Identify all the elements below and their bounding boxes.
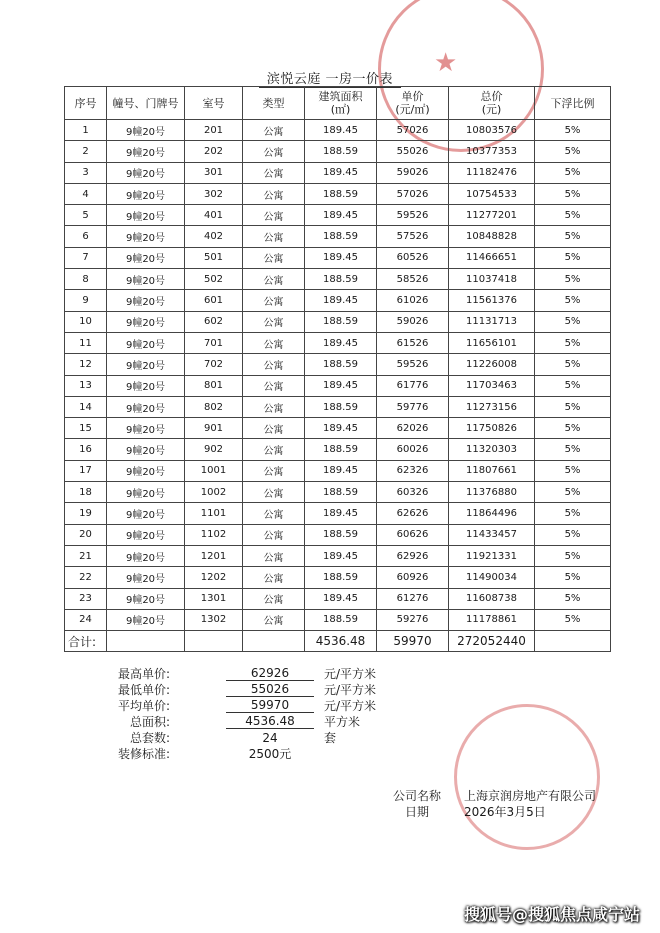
summary-row: [98, 698, 376, 714]
row-index-cell: 21: [65, 545, 107, 566]
floor-area-cell: 188.59: [305, 311, 377, 332]
table-row: [65, 226, 611, 247]
summary-unit: 元/平方米: [324, 699, 377, 713]
building-unit-cell: 9幢20号: [107, 460, 185, 481]
seal-star-icon: ★: [434, 48, 458, 78]
room-number-cell: 201: [185, 120, 243, 141]
table-row: [65, 332, 611, 353]
discount-rate-cell: 5%: [535, 439, 611, 460]
summary-row: [98, 714, 376, 730]
unit-type-cell: 公寓: [243, 609, 305, 630]
unit-price-cell: 57026: [377, 183, 449, 204]
building-unit-cell: 9幢20号: [107, 503, 185, 524]
total-price-cell: 11656101: [449, 332, 535, 353]
room-number-cell: 301: [185, 162, 243, 183]
unit-type-cell: 公寓: [243, 290, 305, 311]
unit-price-cell: 59026: [377, 311, 449, 332]
room-number-cell: 1001: [185, 460, 243, 481]
row-index-cell: 11: [65, 332, 107, 353]
column-header: 单价 (元/㎡): [377, 87, 449, 120]
floor-area-cell: 188.59: [305, 482, 377, 503]
row-index-cell: 7: [65, 247, 107, 268]
table-row: [65, 247, 611, 268]
discount-rate-cell: 5%: [535, 290, 611, 311]
discount-rate-cell: 5%: [535, 396, 611, 417]
discount-rate-cell: 5%: [535, 205, 611, 226]
row-index-cell: 12: [65, 354, 107, 375]
total-price-cell: 11131713: [449, 311, 535, 332]
floor-area-cell: 189.45: [305, 205, 377, 226]
unit-type-cell: 公寓: [243, 588, 305, 609]
discount-rate-cell: 5%: [535, 141, 611, 162]
discount-rate-cell: 5%: [535, 482, 611, 503]
table-row: [65, 482, 611, 503]
summary-label: 最高单价:: [117, 667, 170, 681]
unit-price-cell: 61526: [377, 332, 449, 353]
table-row: [65, 311, 611, 332]
discount-rate-cell: 5%: [535, 524, 611, 545]
row-index-cell: 23: [65, 588, 107, 609]
unit-price-cell: 60026: [377, 439, 449, 460]
total-price-cell: 11561376: [449, 290, 535, 311]
company-block: [390, 788, 596, 820]
unit-price-cell: 60926: [377, 567, 449, 588]
total-price-cell: 11037418: [449, 269, 535, 290]
room-number-cell: 602: [185, 311, 243, 332]
unit-price-cell: 62026: [377, 418, 449, 439]
table-row: [65, 439, 611, 460]
row-index-cell: 2: [65, 141, 107, 162]
floor-area-cell: 188.59: [305, 396, 377, 417]
row-index-cell: 24: [65, 609, 107, 630]
floor-area-cell: 189.45: [305, 290, 377, 311]
table-row: [65, 524, 611, 545]
total-price-cell: 11807661: [449, 460, 535, 481]
unit-price-cell: 59276: [377, 609, 449, 630]
building-unit-cell: 9幢20号: [107, 375, 185, 396]
summary-block: [98, 666, 376, 762]
floor-area-cell: 188.59: [305, 269, 377, 290]
floor-area-cell: 189.45: [305, 162, 377, 183]
table-row: [65, 354, 611, 375]
discount-rate-cell: 5%: [535, 247, 611, 268]
total-price-cell: 11182476: [449, 162, 535, 183]
unit-price-cell: 59776: [377, 396, 449, 417]
building-unit-cell: 9幢20号: [107, 269, 185, 290]
unit-price-cell: 59526: [377, 205, 449, 226]
unit-price-cell: 61276: [377, 588, 449, 609]
room-number-cell: 1301: [185, 588, 243, 609]
price-table: [64, 86, 611, 652]
building-unit-cell: 9幢20号: [107, 205, 185, 226]
discount-rate-cell: 5%: [535, 375, 611, 396]
building-unit-cell: 9幢20号: [107, 162, 185, 183]
row-index-cell: 6: [65, 226, 107, 247]
unit-price-cell: 59026: [377, 162, 449, 183]
row-index-cell: 13: [65, 375, 107, 396]
discount-rate-cell: 5%: [535, 332, 611, 353]
row-index-cell: 4: [65, 183, 107, 204]
watermark: 搜狐号@搜狐焦点咸宁站: [463, 905, 640, 924]
discount-rate-cell: 5%: [535, 609, 611, 630]
building-unit-cell: 9幢20号: [107, 609, 185, 630]
unit-type-cell: 公寓: [243, 375, 305, 396]
unit-type-cell: 公寓: [243, 503, 305, 524]
row-index-cell: 18: [65, 482, 107, 503]
table-row: [65, 141, 611, 162]
summary-row: [98, 666, 376, 682]
floor-area-cell: 189.45: [305, 418, 377, 439]
room-number-cell: 701: [185, 332, 243, 353]
summary-unit: 元/平方米: [324, 683, 377, 697]
building-unit-cell: 9幢20号: [107, 290, 185, 311]
unit-price-cell: 62626: [377, 503, 449, 524]
table-row: [65, 269, 611, 290]
total-price-cell: 11320303: [449, 439, 535, 460]
total-price-cell: 11921331: [449, 545, 535, 566]
floor-area-cell: 189.45: [305, 460, 377, 481]
unit-type-cell: 公寓: [243, 460, 305, 481]
discount-rate-cell: 5%: [535, 418, 611, 439]
total-price-cell: 10377353: [449, 141, 535, 162]
discount-rate-cell: 5%: [535, 503, 611, 524]
summary-unit: 元/平方米: [324, 667, 377, 681]
table-row: [65, 396, 611, 417]
building-unit-cell: 9幢20号: [107, 567, 185, 588]
discount-rate-cell: 5%: [535, 311, 611, 332]
unit-type-cell: 公寓: [243, 141, 305, 162]
table-row: [65, 567, 611, 588]
building-unit-cell: 9幢20号: [107, 247, 185, 268]
table-row: [65, 120, 611, 141]
company-name-value: 上海京润房地产有限公司: [464, 789, 597, 803]
price-table-total: [65, 631, 611, 652]
unit-type-cell: 公寓: [243, 354, 305, 375]
row-index-cell: 20: [65, 524, 107, 545]
room-number-cell: 801: [185, 375, 243, 396]
table-row: [65, 375, 611, 396]
building-unit-cell: 9幢20号: [107, 141, 185, 162]
summary-label: 最低单价:: [117, 683, 170, 697]
room-number-cell: 1101: [185, 503, 243, 524]
floor-area-cell: 188.59: [305, 609, 377, 630]
unit-type-cell: 公寓: [243, 567, 305, 588]
floor-area-cell: 189.45: [305, 247, 377, 268]
building-unit-cell: 9幢20号: [107, 439, 185, 460]
unit-price-cell: 61776: [377, 375, 449, 396]
column-header: 建筑面积 (㎡): [305, 87, 377, 120]
date-label: 日期: [404, 805, 429, 819]
building-unit-cell: 9幢20号: [107, 545, 185, 566]
row-index-cell: 22: [65, 567, 107, 588]
discount-rate-cell: 5%: [535, 567, 611, 588]
room-number-cell: 202: [185, 141, 243, 162]
unit-type-cell: 公寓: [243, 396, 305, 417]
discount-rate-cell: 5%: [535, 183, 611, 204]
table-row: [65, 545, 611, 566]
building-unit-cell: 9幢20号: [107, 482, 185, 503]
floor-area-cell: 189.45: [305, 120, 377, 141]
total-empty-cell: [243, 631, 305, 652]
summary-unit: 平方米: [324, 715, 361, 729]
floor-area-cell: 189.45: [305, 503, 377, 524]
column-header: 序号: [65, 87, 107, 120]
building-unit-cell: 9幢20号: [107, 524, 185, 545]
total-area: 4536.48: [305, 631, 377, 652]
discount-rate-cell: 5%: [535, 269, 611, 290]
floor-area-cell: 188.59: [305, 524, 377, 545]
unit-price-cell: 59526: [377, 354, 449, 375]
row-index-cell: 17: [65, 460, 107, 481]
table-row: [65, 609, 611, 630]
discount-rate-cell: 5%: [535, 120, 611, 141]
total-price-cell: 11466651: [449, 247, 535, 268]
unit-type-cell: 公寓: [243, 439, 305, 460]
summary-value: 59970: [226, 698, 314, 713]
unit-price-cell: 57526: [377, 226, 449, 247]
row-index-cell: 1: [65, 120, 107, 141]
summary-value: 62926: [226, 666, 314, 681]
total-label: 合计:: [65, 631, 107, 652]
table-row: [65, 183, 611, 204]
building-unit-cell: 9幢20号: [107, 354, 185, 375]
total-price-cell: 11703463: [449, 375, 535, 396]
summary-row: [98, 746, 376, 762]
discount-rate-cell: 5%: [535, 226, 611, 247]
total-price-cell: 11277201: [449, 205, 535, 226]
unit-type-cell: 公寓: [243, 205, 305, 226]
unit-price-cell: 58526: [377, 269, 449, 290]
room-number-cell: 1302: [185, 609, 243, 630]
room-number-cell: 1002: [185, 482, 243, 503]
building-unit-cell: 9幢20号: [107, 418, 185, 439]
unit-type-cell: 公寓: [243, 482, 305, 503]
row-index-cell: 14: [65, 396, 107, 417]
row-index-cell: 3: [65, 162, 107, 183]
column-header: 类型: [243, 87, 305, 120]
unit-type-cell: 公寓: [243, 332, 305, 353]
summary-row: [98, 730, 376, 746]
summary-value: 24: [262, 731, 278, 745]
table-row: [65, 588, 611, 609]
total-empty-cell: [107, 631, 185, 652]
building-unit-cell: 9幢20号: [107, 588, 185, 609]
row-index-cell: 8: [65, 269, 107, 290]
building-unit-cell: 9幢20号: [107, 183, 185, 204]
total-price: 272052440: [449, 631, 535, 652]
room-number-cell: 502: [185, 269, 243, 290]
total-unit-price: 59970: [377, 631, 449, 652]
room-number-cell: 402: [185, 226, 243, 247]
table-row: [65, 205, 611, 226]
unit-type-cell: 公寓: [243, 311, 305, 332]
unit-price-cell: 62926: [377, 545, 449, 566]
total-price-cell: 11864496: [449, 503, 535, 524]
building-unit-cell: 9幢20号: [107, 332, 185, 353]
unit-price-cell: 60326: [377, 482, 449, 503]
column-header: 室号: [185, 87, 243, 120]
floor-area-cell: 188.59: [305, 354, 377, 375]
price-table-header: [65, 87, 611, 120]
summary-value: 4536.48: [226, 714, 314, 729]
room-number-cell: 1102: [185, 524, 243, 545]
discount-rate-cell: 5%: [535, 354, 611, 375]
total-price-cell: 10848828: [449, 226, 535, 247]
summary-row: [98, 682, 376, 698]
room-number-cell: 702: [185, 354, 243, 375]
floor-area-cell: 188.59: [305, 439, 377, 460]
discount-rate-cell: 5%: [535, 162, 611, 183]
floor-area-cell: 189.45: [305, 375, 377, 396]
unit-type-cell: 公寓: [243, 183, 305, 204]
table-row: [65, 290, 611, 311]
page-title: 滨悦云庭 一房一价表: [0, 68, 660, 87]
row-index-cell: 5: [65, 205, 107, 226]
row-index-cell: 19: [65, 503, 107, 524]
discount-rate-cell: 5%: [535, 460, 611, 481]
total-price-cell: 11273156: [449, 396, 535, 417]
column-header: 幢号、门牌号: [107, 87, 185, 120]
room-number-cell: 902: [185, 439, 243, 460]
room-number-cell: 302: [185, 183, 243, 204]
unit-price-cell: 60626: [377, 524, 449, 545]
discount-rate-cell: 5%: [535, 545, 611, 566]
date-value: 2026年3月5日: [464, 805, 546, 819]
summary-label: 总面积:: [129, 715, 170, 729]
unit-type-cell: 公寓: [243, 418, 305, 439]
unit-type-cell: 公寓: [243, 162, 305, 183]
total-price-cell: 10754533: [449, 183, 535, 204]
total-price-cell: 10803576: [449, 120, 535, 141]
total-price-cell: 11226008: [449, 354, 535, 375]
discount-rate-cell: 5%: [535, 588, 611, 609]
row-index-cell: 9: [65, 290, 107, 311]
unit-type-cell: 公寓: [243, 269, 305, 290]
summary-unit: 套: [324, 731, 337, 745]
floor-area-cell: 189.45: [305, 332, 377, 353]
total-empty-cell: [535, 631, 611, 652]
unit-type-cell: 公寓: [243, 545, 305, 566]
table-row: [65, 162, 611, 183]
total-price-cell: 11376880: [449, 482, 535, 503]
summary-label: 装修标准:: [117, 747, 170, 761]
building-unit-cell: 9幢20号: [107, 226, 185, 247]
floor-area-cell: 188.59: [305, 226, 377, 247]
floor-area-cell: 189.45: [305, 545, 377, 566]
unit-price-cell: 57026: [377, 120, 449, 141]
table-row: [65, 460, 611, 481]
room-number-cell: 601: [185, 290, 243, 311]
total-price-cell: 11433457: [449, 524, 535, 545]
unit-price-cell: 62326: [377, 460, 449, 481]
summary-label: 平均单价:: [117, 699, 170, 713]
summary-value: 2500元: [248, 747, 292, 761]
total-price-cell: 11608738: [449, 588, 535, 609]
summary-label: 总套数:: [129, 731, 170, 745]
unit-price-cell: 60526: [377, 247, 449, 268]
unit-type-cell: 公寓: [243, 226, 305, 247]
row-index-cell: 15: [65, 418, 107, 439]
unit-type-cell: 公寓: [243, 524, 305, 545]
unit-type-cell: 公寓: [243, 247, 305, 268]
column-header: 下浮比例: [535, 87, 611, 120]
price-table-body: [65, 120, 611, 631]
floor-area-cell: 188.59: [305, 141, 377, 162]
building-unit-cell: 9幢20号: [107, 120, 185, 141]
unit-price-cell: 61026: [377, 290, 449, 311]
floor-area-cell: 189.45: [305, 588, 377, 609]
total-price-cell: 11750826: [449, 418, 535, 439]
company-seal-bottom: [454, 704, 600, 850]
summary-value: 55026: [226, 682, 314, 697]
row-index-cell: 10: [65, 311, 107, 332]
unit-type-cell: 公寓: [243, 120, 305, 141]
company-name-label: 公司名称: [392, 789, 441, 803]
floor-area-cell: 188.59: [305, 567, 377, 588]
building-unit-cell: 9幢20号: [107, 311, 185, 332]
building-unit-cell: 9幢20号: [107, 396, 185, 417]
room-number-cell: 901: [185, 418, 243, 439]
unit-price-cell: 55026: [377, 141, 449, 162]
total-empty-cell: [185, 631, 243, 652]
room-number-cell: 802: [185, 396, 243, 417]
table-row: [65, 418, 611, 439]
room-number-cell: 401: [185, 205, 243, 226]
total-price-cell: 11490034: [449, 567, 535, 588]
room-number-cell: 1201: [185, 545, 243, 566]
floor-area-cell: 188.59: [305, 183, 377, 204]
room-number-cell: 1202: [185, 567, 243, 588]
table-row: [65, 503, 611, 524]
room-number-cell: 501: [185, 247, 243, 268]
total-price-cell: 11178861: [449, 609, 535, 630]
row-index-cell: 16: [65, 439, 107, 460]
column-header: 总价 (元): [449, 87, 535, 120]
